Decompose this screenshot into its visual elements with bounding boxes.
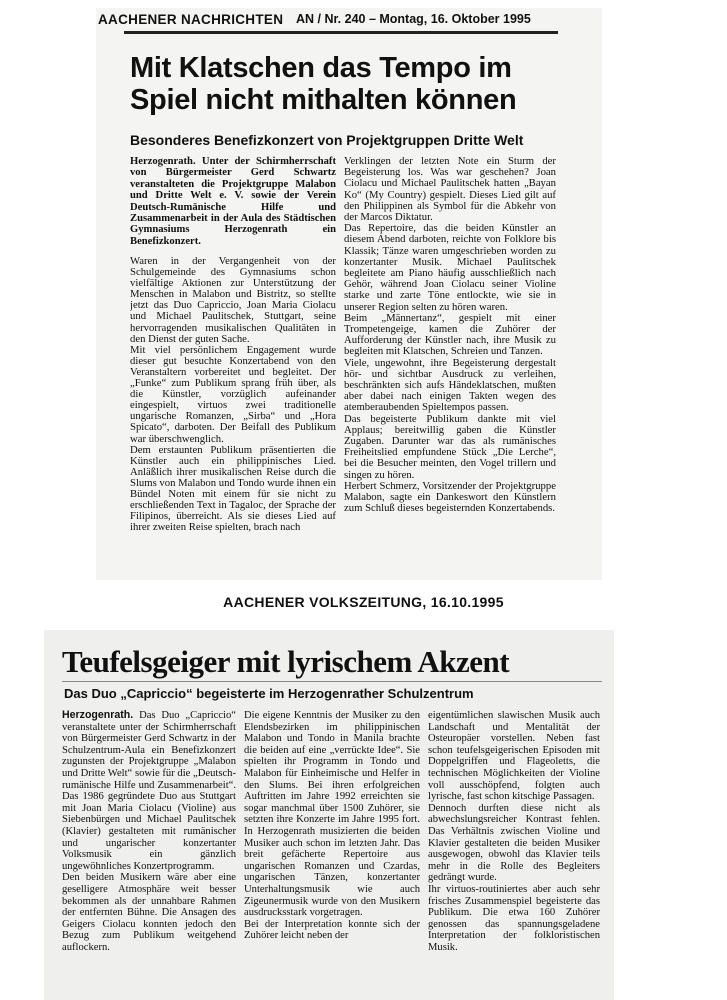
article-2-column-3 [428,710,600,1000]
headline-rule-2 [62,681,602,682]
article-1-paragraph: Das Repertoire, das die beiden Künstler an diesem Abend darboten, reichte von Folklore bis Klassik; Tänze waren umgeschrieben worden zu konzertanter Musik. Michael Paulitschek begleitete am Piano häufig ausschließlich nach Gehör, während Joan Ciolacu seiner Violine starke und zarte Töne entlockte, wie sie in unserer Region selten zu hören waren. [344,222,556,313]
article-1-paragraph: Viele, ungewohnt, ihre Begeisterung dergestalt hör- und sichtbar Ausdruck zu verleihen, beschränkten sich aufs Händeklatschen, mußten aber dabei nach einigen Takten wegen des atemberaubenden Spieltempos passen. [344,356,556,414]
article-2-paragraph: Dennoch durften diese nicht als abwechslungsreicher Kontrast fehlen. Das Verhältnis zwischen Violine und Klavier gestalteten die beiden Musiker ausgewogen, obwohl das Klavier teils mehr in die Rolle des Begleiters gedrängt wurde. [428,802,600,884]
article-1-paragraph: Dem erstaunten Publikum präsentierten die Künstler auch ein philippinisches Lied. Anläßlich ihrer musikalischen Reise durch die Slums von Malabon und Tondo wurde ihnen ein Bündel Noten mit einem für sie nicht zu erschließenden Text in Tagaloc, der Sprache der Filipinos, überreicht. Als sie dieses Lied auf ihrer zweiten Reise spielten, brach nach [130,443,336,534]
article-2-paragraph [62,710,236,872]
article-2-paragraph: Die eigene Kenntnis der Musiker zu den Elendsbezirken im philippinischen Malabon und Tondo in Manila brachte die beiden auf eine „verrückte Idee“. Sie spielten ihr Programm in Tondo und Malabon für Einheimische und Helfer in den Slums. Bei ihren erfolgreichen Auftritten im Jahre 1992 erreichten sie sogar manchmal über 1500 Zuhörer, sie setzten ihre Konzerte im Jahre 1995 fort. In Herzogenrath musizierten die beiden Musiker auch schon im letzten Jahr. Das breit gefächerte Repertoire aus ungarischen Romanzen und Czardas, ungarischen Tänzen, konzertanter Unterhaltungsmusik wie auch Zigeunermusik wurde von den Musikern ausdrucksstark vorgetragen. [244,710,420,919]
headline-1 [130,52,600,116]
source-label-2: AACHENER VOLKSZEITUNG, 16.10.1995 [223,594,504,610]
article-1-column-1 [130,256,336,568]
article-2-paragraph: Den beiden Musikern wäre aber eine geselligere Atmosphäre weit besser bekommen als der unnahbare Rahmen der entfernten Bühne. Die Ansagen des Geigers Ciolacu konnten jedoch den Bezug zum Publikum weitgehend auflockern. [62,872,236,953]
dateline-1: AN / Nr. 240 – Montag, 16. Oktober 1995 [296,12,531,26]
article-1-paragraph: Beim „Männertanz“, gespielt mit einer Trompetengeige, kamen die Zuhörer der Aufforderung der Künstler nach, ihre Musik zu begleiten mit Klatschen, Schreien und Tanzen. [344,311,556,358]
article-1-paragraph: Das begeisterte Publikum dankte mit viel Applaus; bereitwillig gaben die Künstler Zugaben. Darunter war das als rumänisches Freiheitslied empfundene Stück „Die Lerche“, bei die Besucher meinten, den Vogel trillern und singen zu hören. [344,412,556,481]
headline-2: Teufelsgeiger mit lyrischem Akzent [62,644,510,679]
article-2-column-2 [244,710,420,1000]
article-2-paragraph-text: Das Duo „Capriccio“ veranstaltete unter der Schirmherrschaft von Bürgermeister Gerd Schwartz in der Schulzentrum-Aula ein Benefizkonzert zugunsten der Projektgruppe „Malabon und Dritte Welt“ sowie für die „Deutsch-rumänische Hilfe und Zusammenarbeit“. Das 1986 gegründete Duo aus Stuttgart mit Joan Maria Ciolacu (Violine) aus Siebenbürgen und Michael Paulitschek (Klavier) gestalteten mit rumänischer und ungarischer konzertanter Volksmusik ein gänzlich ungewöhnliches Konzertprogramm. [62,710,236,872]
article-2-column-1 [62,710,236,1000]
article-1-paragraph: Mit viel persönlichem Engagement wurde dieser gut besuchte Konzertabend von den Veranstaltern vorbereitet und begleitet. Der „Funke“ zum Publikum sprang früh über, als die Künstler, vorzüglich aufeinander eingespielt, virtuos zwei traditionelle ungarische Romanzen, „Sirba“ und „Hora Spicato“, darboten. Der Beifall des Publikum war überschwenglich. [130,343,336,445]
header-rule-1 [124,31,558,34]
article-1-paragraph: Herbert Schmerz, Vorsitzender der Projektgruppe Malabon, sagte ein Dankeswort den Künstlern zum Schluß dieses begeisternden Konzertabends. [344,479,556,515]
source-label-1: AACHENER NACHRICHTEN [98,12,284,27]
article-1-column-2 [344,156,556,568]
article-1-lead-column [130,156,336,262]
headline-1-line-1: Mit Klatschen das Tempo im [130,52,512,84]
subheadline-2: Das Duo „Capriccio“ begeisterte im Herzogenrather Schulzentrum [64,686,474,701]
headline-1-line-2: Spiel nicht mithalten können [130,84,517,116]
article-1-paragraph: Waren in der Vergangenheit von der Schulgemeinde des Gymnasiums schon vielfältige Aktionen zur Unterstützung der Menschen in Malabon und Bistritz, so stellte jetzt das Duo Capriccio, Joan Maria Ciolacu und Michael Paulitschek, Stuttgart, seine hervorragenden musikalischen Qualitäten in den Dienst der guten Sache. [130,256,336,345]
article-2-paragraph: Bei der Interpretation konnte sich der Zuhörer leicht neben der [244,918,420,942]
article-2-paragraph: Ihr virtuos-routiniertes aber auch sehr frisches Zusammenspiel begeisterte das Publikum. Die etwa 160 Zuhörer genossen das spannungsgeladene Interpretation der folkloristischen Musik. [428,883,600,953]
article-2-paragraph: eigentümlichen slawischen Musik auch Landschaft und Mentalität der Osteuropäer vorstellen. Neben fast schon teufelsgeigerischen Episoden mit Doppelgriffen und Flageoletts, die technischen Möglichkeiten der Violine voll ausschöpfend, folgten auch lyrische, fast schon kitschige Passagen. [428,710,600,803]
article-1-paragraph: Verklingen der letzten Note ein Sturm der Begeisterung los. Was war geschehen? Joan Ciolacu und Michael Paulitschek hatten „Bayan Ko“ (My Country) gespielt. Dieses Lied gilt auf den Philippinen als Symbol für die Abkehr von der Marcos Diktatur. [344,156,556,224]
subheadline-1: Besonderes Benefizkonzert von Projektgruppen Dritte Welt [130,132,524,148]
article-1-lead: Herzogenrath. Unter der Schirmherrschaft von Bürgermeister Gerd Schwartz veranstalteten die Projektgruppe Malabon und Dritte Welt e. V. sowie der Verein Deutsch-Rumänische Hilfe und Zusammenarbeit in der Aula des Städtischen Gymnasiums Herzogenrath ein Benefizkonzert. [130,156,336,247]
article-2-lead-word: Herzogenrath. [62,710,134,721]
